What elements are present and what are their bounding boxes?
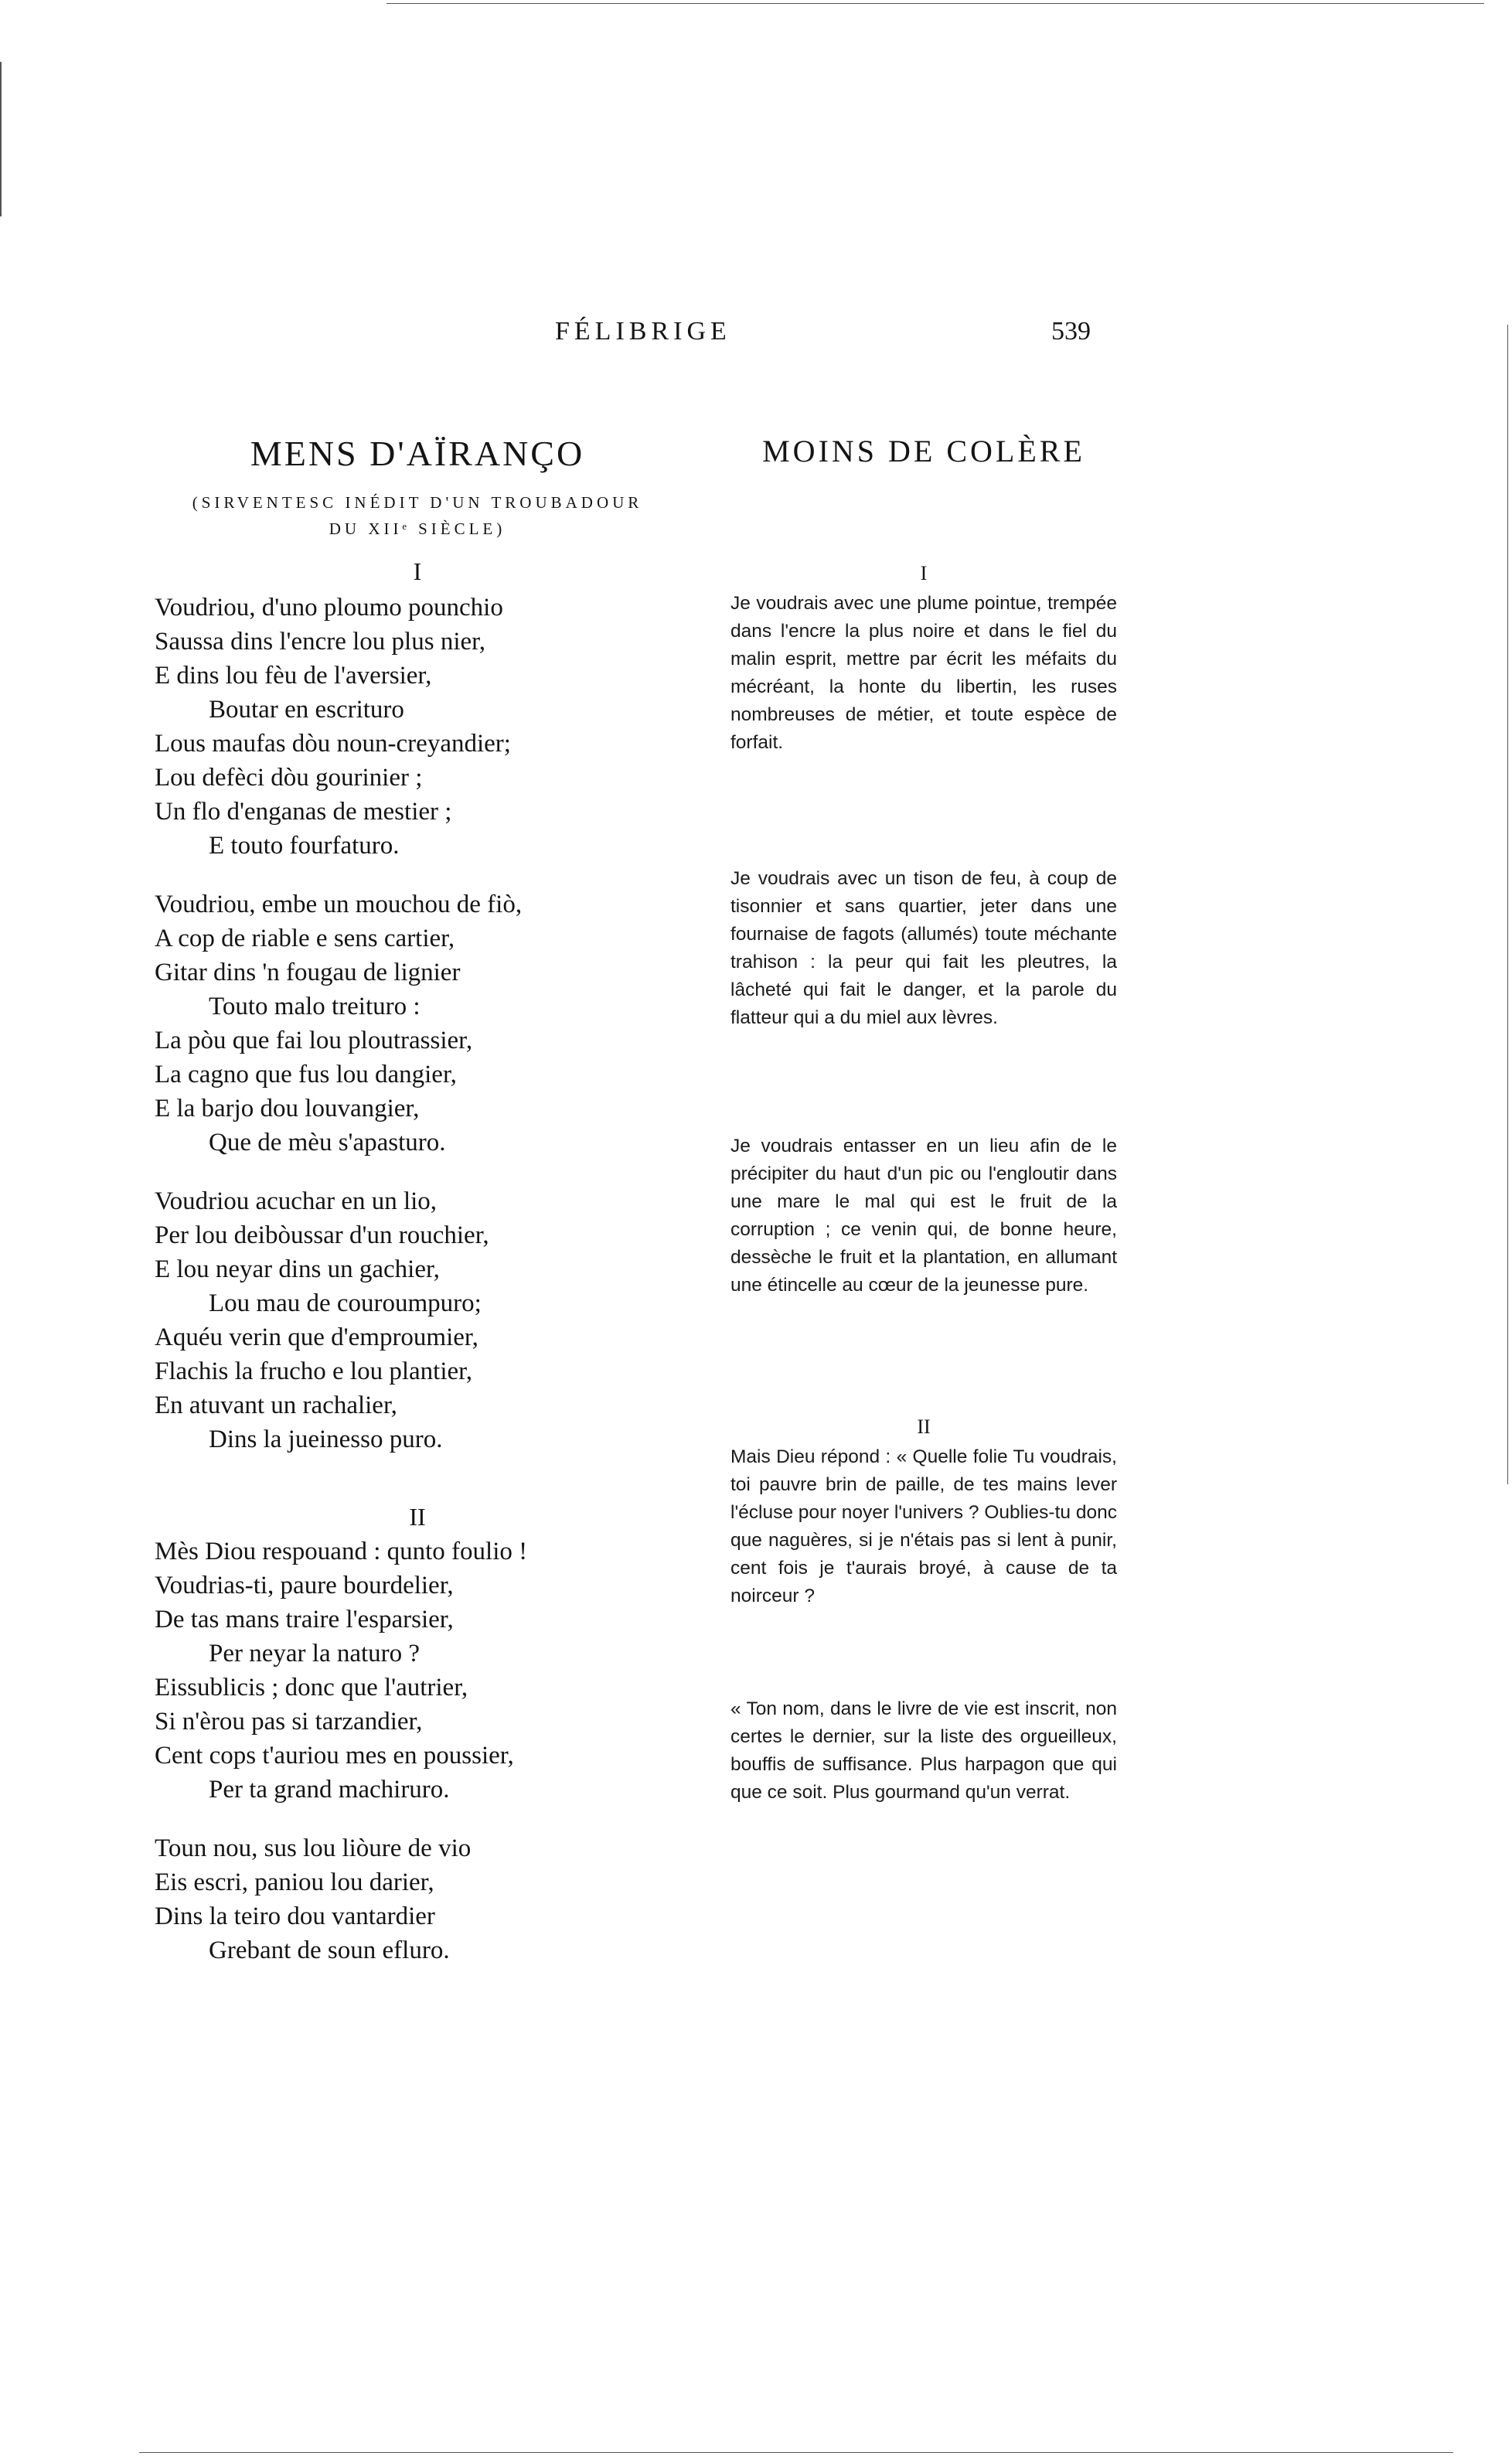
left-edge-rule: [0, 62, 2, 216]
verse-line: E la barjo dou louvangier,: [155, 1095, 420, 1122]
top-edge-rule: [387, 3, 1484, 4]
verse-line: La pòu que fai lou ploutrassier,: [155, 1027, 473, 1054]
verse-line: Lou defèci dòu gourinier ;: [155, 764, 423, 792]
section-number: II: [917, 1415, 931, 1438]
verse-line: Voudriou, d'uno ploumo pounchio: [155, 594, 503, 622]
verse-line: Saussa dins l'encre lou plus nier,: [155, 628, 486, 656]
translation-paragraph: Je voudrais entasser en un lieu afin de le précipiter du haut d'un pic ou l'engloutir dans une mare le mal qui est le fruit de la corruption ; ce venin qui, de bonne heure, dessèche le fruit et la plantation, en allumant une étincelle au cœur de la jeunesse pure.: [730, 1136, 1117, 1296]
stanza-3: [155, 1184, 680, 1456]
verse-line: Lous maufas dòu noun-creyandier;: [155, 730, 511, 758]
french-translation-column: [730, 433, 1117, 1807]
section-number: I: [920, 562, 928, 584]
verse-line: Voudriou, embe un mouchou de fiò,: [155, 891, 523, 918]
verse-line: Grebant de soun efluro.: [209, 1937, 450, 1964]
section-number: I: [413, 557, 422, 585]
right-edge-rule: [1507, 325, 1508, 1484]
stanza-2: [155, 887, 680, 1160]
verse-line: Aquéu verin que d'emproumier,: [155, 1323, 478, 1351]
stanza-5: [155, 1831, 680, 1967]
verse-line: E dins lou fèu de l'aversier,: [155, 662, 432, 690]
verse-line: La cagno que fus lou dangier,: [155, 1061, 457, 1088]
verse-line: Dins la jueinesso puro.: [209, 1426, 443, 1453]
translation-paragraph: Je voudrais avec une plume pointue, trempée dans l'encre la plus noire et dans le fiel du malin esprit, mettre par écrit les méfaits du mécréant, la honte du libertin, les ruses nombreuses de métier, et toute espèce de forfait.: [730, 593, 1117, 753]
translation-paragraph: « Ton nom, dans le livre de vie est inscrit, non certes le dernier, sur la liste des orgueilleux, bouffis de suffisance. Plus harpagon que qui que ce soit. Plus gourmand qu'un verrat.: [730, 1698, 1117, 1803]
verse-line: Si n'èrou pas si tarzandier,: [155, 1708, 423, 1736]
verse-line: Per ta grand machiruro.: [209, 1776, 450, 1804]
verse-line: Dins la teiro dou vantardier: [155, 1902, 435, 1930]
verse-line: Per neyar la naturo ?: [209, 1640, 421, 1667]
verse-line: Un flo d'enganas de mestier ;: [155, 798, 452, 826]
verse-line: Que de mèu s'apasturo.: [209, 1129, 446, 1156]
poem-title: MENS D'AÏRANÇO: [250, 434, 585, 473]
verse-line: Touto malo treituro :: [209, 993, 421, 1020]
verse-line: De tas mans traire l'esparsier,: [155, 1606, 454, 1633]
poem-subtitle-line: DU XIIᵉ SIÈCLE): [329, 519, 506, 538]
bottom-edge-rule: [139, 2452, 1453, 2453]
verse-line: A cop de riable e sens cartier,: [155, 925, 455, 952]
verse-line: En atuvant un rachalier,: [155, 1392, 397, 1419]
stanza-1: [155, 591, 680, 863]
verse-line: Boutar en escrituro: [209, 696, 404, 724]
occitan-poem-column: [155, 433, 680, 1967]
verse-line: E touto fourfaturo.: [209, 832, 400, 860]
verse-line: Voudriou acuchar en un lio,: [155, 1187, 438, 1215]
verse-line: Eissublicis ; donc que l'autrier,: [155, 1674, 468, 1701]
verse-line: Cent cops t'auriou mes en poussier,: [155, 1742, 514, 1770]
stanza-4: [155, 1535, 680, 1807]
verse-line: Lou mau de couroumpuro;: [209, 1289, 482, 1317]
translation-paragraph: Je voudrais avec un tison de feu, à coup de tisonnier et sans quartier, jeter dans une fournaise de fagots (allumés) toute méchante trahison : la peur qui fait les pleutres, la lâcheté qui fait le danger, et la parole du flatteur qui a du miel aux lèvres.: [730, 868, 1117, 1028]
verse-line: Per lou deibòussar d'un rouchier,: [155, 1221, 489, 1249]
verse-line: Gitar dins 'n fougau de lignier: [155, 959, 461, 986]
page-number: 539: [1051, 317, 1091, 346]
verse-line: E lou neyar dins un gachier,: [155, 1255, 440, 1283]
translation-paragraph: Mais Dieu répond : « Quelle folie Tu voudrais, toi pauvre brin de paille, de tes mains lever l'écluse pour noyer l'univers ? Oublies-tu donc que naguères, si je n'étais pas si lent à punir, cent fois je t'aurais broyé, à cause de ta noirceur ?: [730, 1446, 1117, 1606]
verse-line: Eis escri, paniou lou darier,: [155, 1868, 434, 1896]
verse-line: Flachis la frucho e lou plantier,: [155, 1357, 473, 1385]
section-number: II: [409, 1503, 426, 1531]
running-head: [0, 317, 1512, 356]
verse-line: Voudrias-ti, paure bourdelier,: [155, 1572, 454, 1599]
poem-subtitle-line: (SIRVENTESC INÉDIT D'UN TROUBADOUR: [192, 493, 643, 512]
translation-title: MOINS DE COLÈRE: [762, 434, 1085, 468]
poem-subtitle: [155, 489, 680, 542]
running-title: FÉLIBRIGE: [555, 317, 731, 346]
verse-line: Mès Diou respouand : qunto foulio !: [155, 1538, 528, 1565]
verse-line: Toun nou, sus lou liòure de vio: [155, 1834, 472, 1862]
